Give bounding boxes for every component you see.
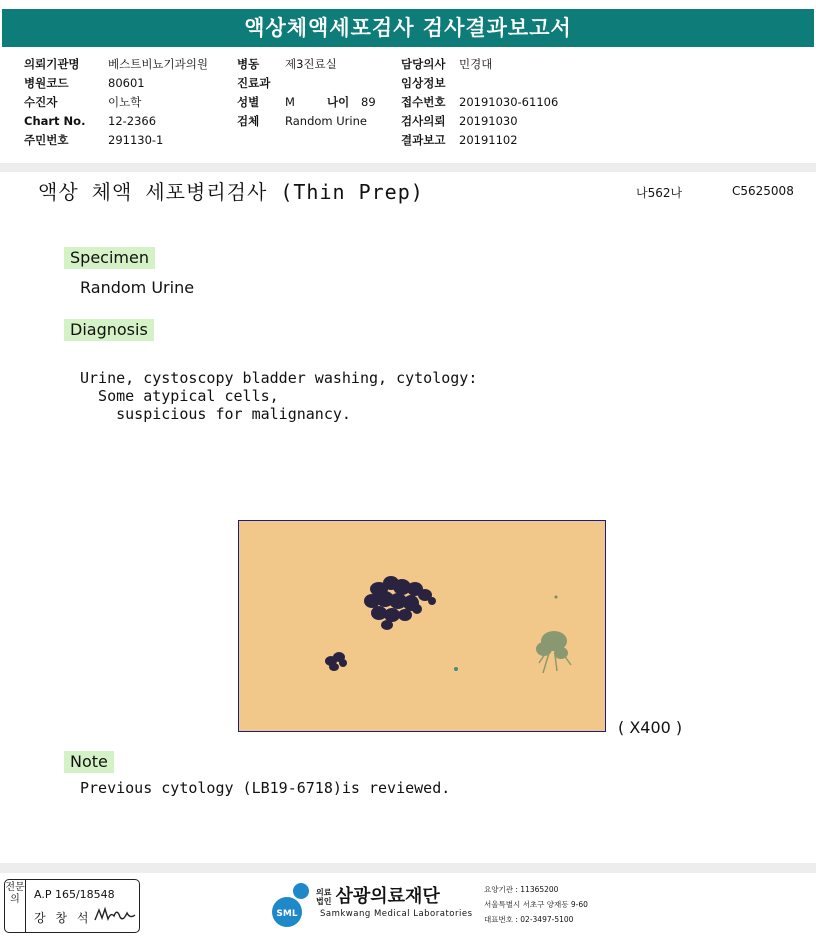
reference-code-a: 나562나 bbox=[636, 186, 683, 200]
report-title: 액상 체액 세포병리검사 (Thin Prep) bbox=[38, 180, 424, 204]
diagnosis-line: Some atypical cells, bbox=[80, 387, 279, 405]
hospital-code-value: 80601 bbox=[108, 76, 145, 90]
report-date-value: 20191102 bbox=[459, 133, 518, 147]
org-prefix-top: 의료 bbox=[316, 888, 332, 897]
cell-cluster-illustration bbox=[239, 521, 605, 731]
ward-value: 제3진료실 bbox=[285, 57, 337, 71]
organization-name bbox=[316, 882, 440, 908]
clinical-info-label: 임상정보 bbox=[401, 76, 446, 90]
report-date-label: 결과보고 bbox=[401, 133, 446, 147]
organization-phone: 대표번호 : 02-3497-5100 bbox=[484, 915, 574, 924]
sml-logo-icon bbox=[268, 882, 316, 930]
meta-column-3 bbox=[401, 55, 558, 150]
signature-icon bbox=[93, 904, 137, 926]
organization-logo-block bbox=[268, 878, 598, 934]
sex-label: 성별 bbox=[237, 95, 260, 109]
doctor-label: 담당의사 bbox=[401, 57, 446, 71]
note-text: Previous cytology (LB19-6718)is reviewed. bbox=[80, 779, 451, 797]
specimen-label: Specimen bbox=[64, 247, 155, 269]
hospital-code-label: 병원코드 bbox=[24, 76, 69, 90]
diagnosis-text bbox=[80, 351, 477, 441]
specimen-value: Random Urine bbox=[80, 278, 195, 297]
report-header-title: 액상체액세포검사 검사결과보고서 bbox=[2, 9, 814, 47]
specialist-side-label: 전문의 bbox=[5, 880, 26, 932]
ward-label: 병동 bbox=[237, 57, 260, 71]
note-label: Note bbox=[64, 751, 114, 773]
logo-abbr-text: SML bbox=[276, 909, 298, 919]
org-prefix bbox=[316, 888, 331, 906]
patient-label: 수진자 bbox=[24, 95, 58, 109]
age-label: 나이 bbox=[327, 95, 350, 109]
request-date-value: 20191030 bbox=[459, 114, 518, 128]
divider-band bbox=[0, 163, 816, 172]
diagnosis-line: Urine, cystoscopy bladder washing, cytology: bbox=[80, 369, 478, 387]
receipt-no-label: 접수번호 bbox=[401, 95, 446, 109]
department-label: 진료과 bbox=[237, 76, 271, 90]
resident-no-value: 291130-1 bbox=[108, 133, 164, 147]
microscopy-image bbox=[238, 520, 606, 732]
age-value: 89 bbox=[361, 95, 376, 109]
diagnosis-label: Diagnosis bbox=[64, 319, 154, 341]
pathologist-stamp bbox=[4, 879, 140, 933]
request-date-label: 검사의뢰 bbox=[401, 114, 446, 128]
organization-address: 서울특별시 서초구 양재동 9-60 bbox=[484, 900, 588, 909]
meta-column-2 bbox=[237, 55, 376, 131]
hospital-name-label: 의뢰기관명 bbox=[24, 57, 80, 71]
doctor-value: 민경대 bbox=[459, 57, 493, 71]
reference-code-b: C5625008 bbox=[732, 184, 794, 198]
resident-no-label: 주민번호 bbox=[24, 133, 69, 147]
footer-divider-band bbox=[0, 863, 816, 873]
sex-value: M bbox=[285, 95, 295, 109]
diagnosis-line: suspicious for malignancy. bbox=[80, 405, 351, 423]
org-name-text: 삼광의료재단 bbox=[335, 886, 440, 907]
chart-no-label: Chart No. bbox=[24, 114, 86, 128]
org-prefix-bottom: 법인 bbox=[316, 897, 332, 906]
specimen-type-value: Random Urine bbox=[285, 114, 367, 128]
receipt-no-value: 20191030-61106 bbox=[459, 95, 559, 109]
meta-column-1 bbox=[24, 55, 208, 150]
license-number: A.P 165/18548 bbox=[34, 888, 115, 901]
pathologist-name: 강 창 석 bbox=[34, 911, 92, 925]
magnification-label: ( X400 ) bbox=[618, 718, 683, 737]
patient-value: 이노학 bbox=[108, 95, 142, 109]
specimen-type-label: 검체 bbox=[237, 114, 260, 128]
institution-code: 요양기관 : 11365200 bbox=[484, 885, 559, 894]
chart-no-value: 12-2366 bbox=[108, 114, 157, 128]
hospital-name-value: 베스트비뇨기과의원 bbox=[108, 57, 208, 71]
organization-english-name: Samkwang Medical Laboratories bbox=[320, 909, 473, 919]
